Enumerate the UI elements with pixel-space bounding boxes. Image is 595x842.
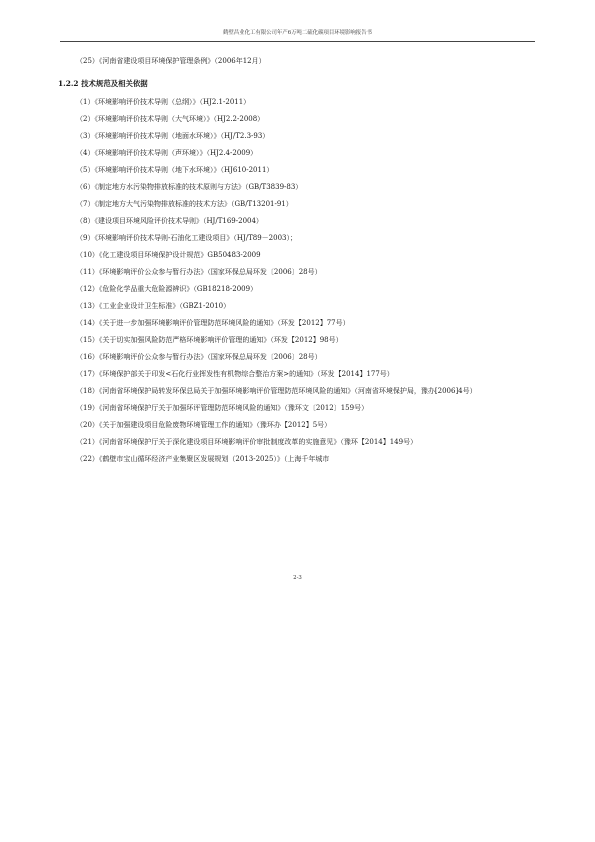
list-item: （21）《河南省环境保护厅关于深化建设项目环境影响评价审批制度改革的实施意见》（豫环【2014】149号） xyxy=(76,438,418,446)
list-item: （5）《环境影响评价技术导则（地下水环境）》（HJ610-2011） xyxy=(76,166,274,174)
list-item: （7）《制定地方大气污染物排放标准的技术方法》（GB/T13201-91） xyxy=(76,200,293,208)
list-item: （9）《环境影响评价技术导则-石油化工建设项目》（HJ/T89－2003）； xyxy=(76,234,297,242)
list-item: （3）《环境影响评价技术导则（地面水环境）》（HJ/T2.3-93） xyxy=(76,132,270,140)
list-item: （15）《关于切实加强风险防范严格环境影响评价管理的通知》（环发【2012】98号） xyxy=(76,336,343,344)
list-item: （6）《制定地方水污染物排放标准的技术原则与方法》（GB/T3839-83） xyxy=(76,183,303,191)
list-item: （10）《化工建设项目环境保护设计规范》GB50483-2009 xyxy=(76,251,261,259)
list-item: （11）《环境影响评价公众参与暂行办法》（国家环保总局环发〔2006〕28号） xyxy=(76,268,322,276)
list-item: （17）《环境保护部关于印发<石化行业挥发性有机物综合整治方案>的通知》（环发【2014】177号） xyxy=(76,370,394,378)
list-item: （12）《危险化学品重大危险源辨识》（GB18218-2009） xyxy=(76,285,258,293)
list-item: （8）《建设项目环境风险评价技术导则》（HJ/T169-2004） xyxy=(76,217,263,225)
list-item: （18）《河南省环境保护局转发环保总局关于加强环境影响评价管理防范环境风险的通知》（河南省环境保护局，豫办[2006]4号） xyxy=(76,387,477,395)
list-item: （13）《工业企业设计卫生标准》（GBZ1-2010） xyxy=(76,302,231,310)
list-item: （16）《环境影响评价公众参与暂行办法》（国家环保总局环发〔2006〕28号） xyxy=(76,353,322,361)
list-item: （4）《环境影响评价技术导则（声环境）》（HJ2.4-2009） xyxy=(76,149,258,157)
section-heading: 1.2.2 技术规范及相关依据 xyxy=(58,79,148,88)
list-item: （25）《河南省建设项目环境保护管理条例》（2006年12月） xyxy=(76,57,266,65)
document-body xyxy=(58,53,538,468)
header-rule xyxy=(60,41,535,42)
list-item: （20）《关于加强建设项目危险废物环境管理工作的通知》（豫环办【2012】5号） xyxy=(76,421,332,429)
list-item: （14）《关于进一步加强环境影响评价管理防范环境风险的通知》（环发【2012】77号） xyxy=(76,319,350,327)
running-header: 鹤壁昌业化工有限公司年产6万吨二硫化碳项目环境影响报告书 xyxy=(223,30,372,36)
page-number: 2-3 xyxy=(293,575,302,581)
list-item: （2）《环境影响评价技术导则（大气环境）》（HJ2.2-2008） xyxy=(76,115,265,123)
list-item: （19）《河南省环境保护厅关于加强环评管理防范环境风险的通知》（豫环文〔2012〕159号） xyxy=(76,404,369,412)
list-item: （1）《环境影响评价技术导则（总纲）》（HJ2.1-2011） xyxy=(76,98,251,106)
list-item: （22）《鹤壁市宝山循环经济产业集聚区发展规划（2013-2025）》（上海千年城市 xyxy=(76,455,330,463)
